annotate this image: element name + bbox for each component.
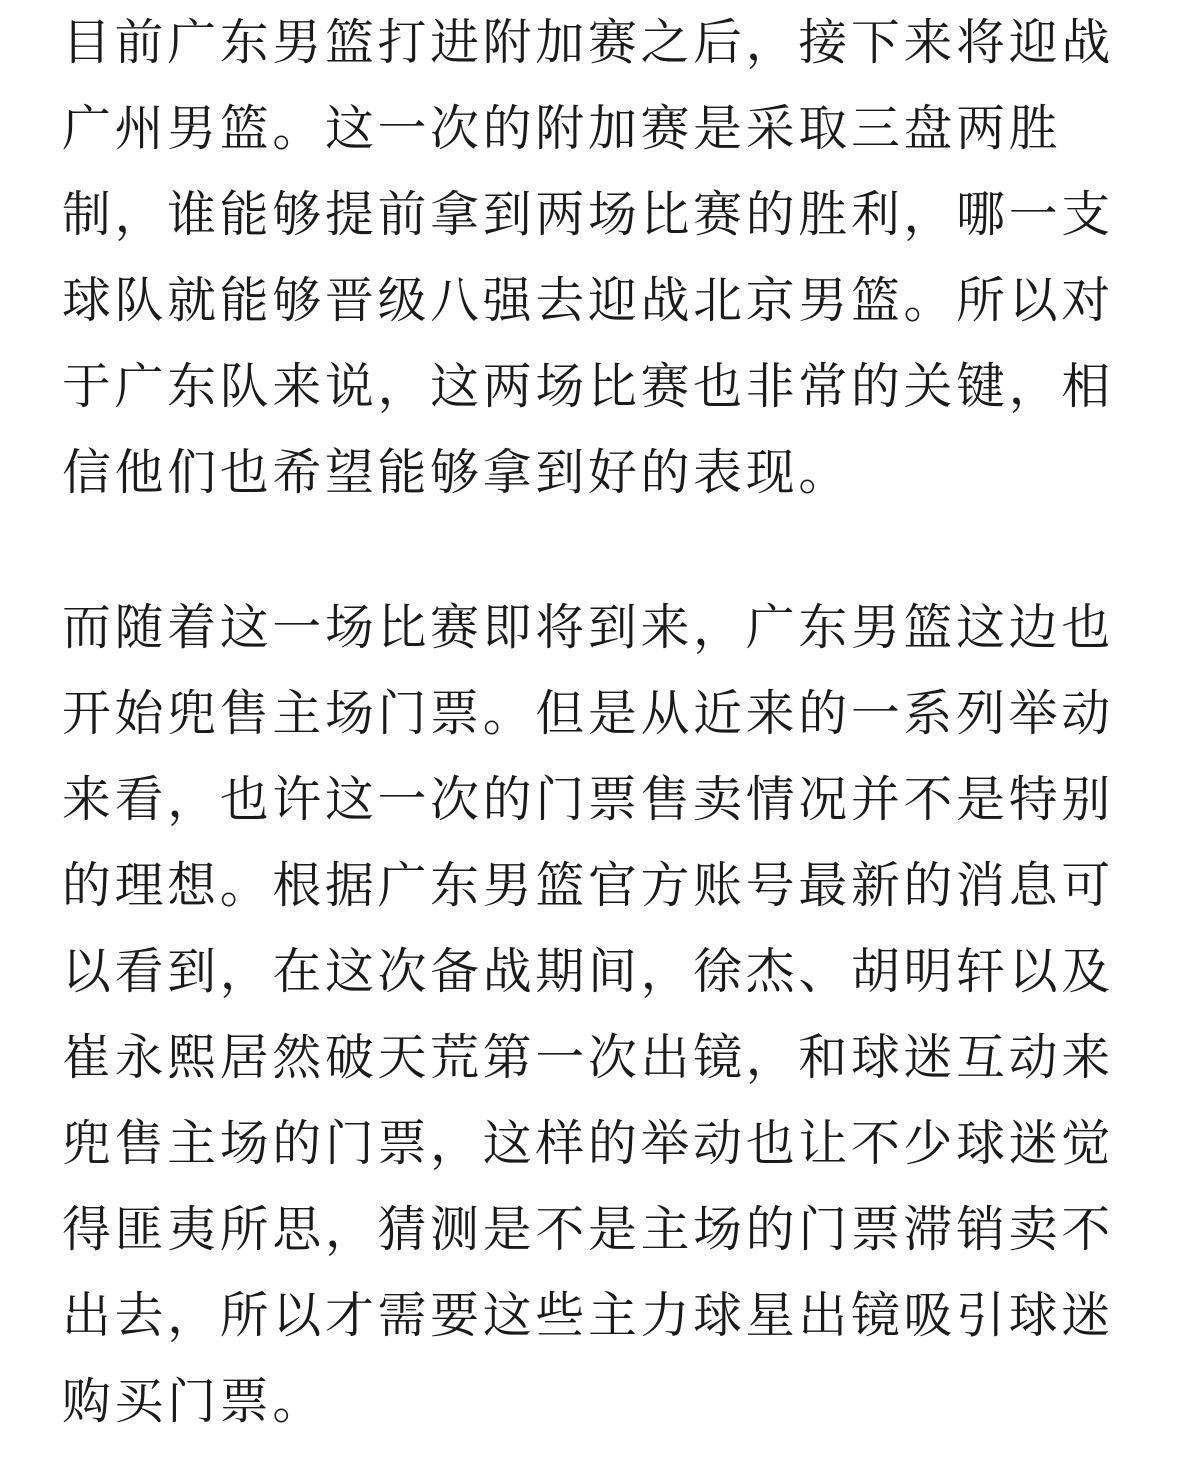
paragraph-line: 广州男篮。这一次的附加赛是采取三盘两胜 <box>62 100 1062 157</box>
paragraph-line: 球队就能够晋级八强去迎战北京男篮。所以对 <box>62 272 1114 329</box>
paragraph-line: 的理想。根据广东男篮官方账号最新的消息可 <box>62 857 1114 914</box>
paragraph-line: 得匪夷所思，猜测是不是主场的门票滞销卖不 <box>62 1201 1114 1258</box>
paragraph-line: 出去，所以才需要这些主力球星出镜吸引球迷 <box>62 1287 1114 1344</box>
paragraph-2 <box>62 585 1118 1445</box>
paragraph-line: 以看到，在这次备战期间，徐杰、胡明轩以及 <box>62 943 1114 1000</box>
paragraph-line: 制，谁能够提前拿到两场比赛的胜利，哪一支 <box>62 186 1114 243</box>
paragraph-line: 于广东队来说，这两场比赛也非常的关键，相 <box>62 358 1114 415</box>
paragraph-line: 购买门票。 <box>62 1373 325 1430</box>
paragraph-spacer <box>62 516 1118 585</box>
paragraph-line: 而随着这一场比赛即将到来，广东男篮这边也 <box>62 599 1114 656</box>
paragraph-1 <box>62 0 1118 516</box>
paragraph-line: 目前广东男篮打进附加赛之后，接下来将迎战 <box>62 14 1114 71</box>
paragraph-line: 开始兜售主场门票。但是从近来的一系列举动 <box>62 685 1114 742</box>
paragraph-line: 来看，也许这一次的门票售卖情况并不是特别 <box>62 771 1114 828</box>
paragraph-line: 崔永熙居然破天荒第一次出镜，和球迷互动来 <box>62 1029 1114 1086</box>
paragraph-line: 信他们也希望能够拿到好的表现。 <box>62 444 851 501</box>
paragraph-line: 兜售主场的门票，这样的举动也让不少球迷觉 <box>62 1115 1114 1172</box>
article-body <box>62 0 1118 1445</box>
